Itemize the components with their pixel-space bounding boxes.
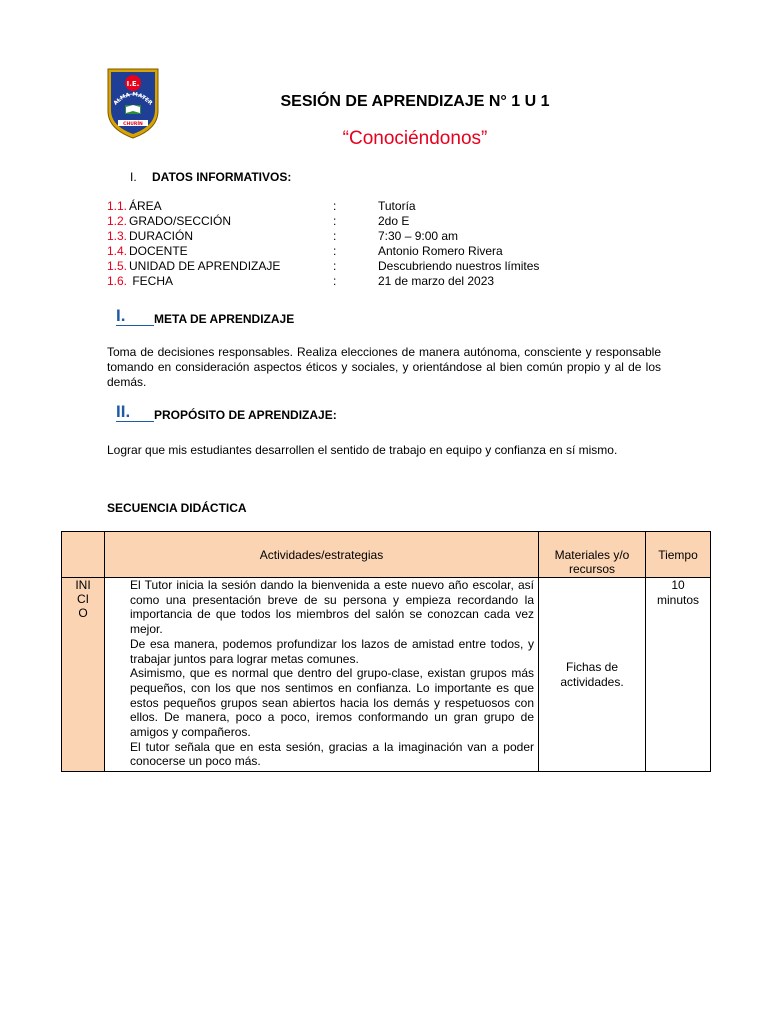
- stage-line: O: [78, 606, 88, 620]
- info-colon: :: [333, 244, 337, 258]
- info-label: GRADO/SECCIÓN: [129, 214, 232, 228]
- stage-line: CI: [77, 592, 89, 606]
- meta-paragraph: Toma de decisiones responsables. Realiza elecciones de manera autónoma, consciente y responsable tomando en consideración aspectos éticos y sociales, y orientándose al bien común propio y al de los demás.: [107, 345, 661, 389]
- info-colon: :: [333, 274, 337, 288]
- datos-heading-text: DATOS INFORMATIVOS:: [152, 170, 292, 184]
- proposito-heading: [116, 404, 337, 422]
- info-value: 21 de marzo del 2023: [378, 274, 495, 288]
- info-num: 1.1.: [107, 199, 128, 213]
- table-header-row: [62, 532, 711, 578]
- info-label: UNIDAD DE APRENDIZAJE: [129, 259, 281, 273]
- info-colon: :: [333, 214, 337, 228]
- header-materials: Materiales y/o recursos: [539, 532, 646, 578]
- proposito-numeral: II.: [116, 402, 131, 421]
- info-label: ÁREA: [129, 199, 162, 213]
- activities-cell: [105, 578, 539, 772]
- stage-line: INI: [75, 578, 91, 592]
- info-colon: :: [333, 259, 337, 273]
- svg-text:ALMA MATER: ALMA MATER: [112, 91, 154, 107]
- info-colon: :: [333, 199, 337, 213]
- materials-cell: [539, 578, 646, 772]
- activity-paragraph: Asimismo, que es normal que dentro del grupo-clase, existan grupos más pequeños, con los que nos sentimos en confianza. Lo importante es que estos pequeños grupos sean abiertos hacia los demás y respetuosos con ellos. De manera, poco a poco, iremos conformando un gran grupo de amigos y compañeros.: [130, 666, 534, 740]
- stage-cell: [62, 578, 105, 772]
- info-value: Antonio Romero Rivera: [378, 244, 503, 258]
- info-num: 1.4.: [107, 244, 128, 258]
- header-time: Tiempo: [646, 532, 711, 578]
- datos-heading: [130, 170, 291, 184]
- meta-heading: [116, 308, 294, 326]
- time-text: 10 minutos: [656, 578, 700, 607]
- meta-heading-text: META DE APRENDIZAJE: [154, 312, 295, 326]
- info-num: 1.3.: [107, 229, 128, 243]
- materials-text: Fichas de actividades.: [560, 659, 624, 689]
- info-num: 1.2.: [107, 214, 128, 228]
- info-num: 1.5.: [107, 259, 128, 273]
- page-title: SESIÓN DE APRENDIZAJE N° 1 U 1: [280, 93, 550, 110]
- info-value: Tutoría: [378, 199, 416, 213]
- proposito-paragraph: Lograr que mis estudiantes desarrollen el sentido de trabajo en equipo y confianza en sí mismo.: [107, 443, 618, 457]
- info-value: Descubriendo nuestros límites: [378, 259, 540, 273]
- activity-paragraph: De esa manera, podemos profundizar los lazos de amistad entre todos, y trabajar juntos para lograr metas comunes.: [130, 636, 534, 666]
- info-value: 7:30 – 9:00 am: [378, 229, 459, 243]
- datos-numeral: I.: [130, 170, 137, 184]
- svg-text:CHURÍN: CHURÍN: [123, 122, 143, 127]
- activity-paragraph: El Tutor inicia la sesión dando la bienvenida a este nuevo año escolar, así como una presentación breve de su persona y empieza recordando la importancia de que todos los miembros del salón se conozcan cada vez mejor.: [130, 578, 534, 637]
- time-cell: [646, 578, 711, 772]
- svg-text:I.E.: I.E.: [126, 80, 140, 88]
- header-stage: [62, 532, 105, 578]
- header-activities: Actividades/estrategias: [105, 532, 539, 578]
- info-label: FECHA: [129, 274, 174, 288]
- info-value: 2do E: [378, 214, 410, 228]
- page-subtitle: “Conociéndonos”: [342, 128, 488, 149]
- info-num: 1.6.: [107, 274, 128, 288]
- info-label: DOCENTE: [129, 244, 188, 258]
- activity-paragraph: El tutor señala que en esta sesión, gracias a la imaginación van a poder conocerse un poco más.: [130, 739, 534, 769]
- secuencia-heading: SECUENCIA DIDÁCTICA: [107, 501, 247, 515]
- table-row: [62, 578, 711, 772]
- proposito-heading-text: PROPÓSITO DE APRENDIZAJE:: [154, 408, 337, 422]
- school-crest-logo: [106, 67, 160, 140]
- info-label: DURACIÓN: [129, 229, 194, 243]
- meta-numeral: I.: [116, 306, 126, 325]
- info-colon: :: [333, 229, 337, 243]
- secuencia-table: [61, 531, 711, 772]
